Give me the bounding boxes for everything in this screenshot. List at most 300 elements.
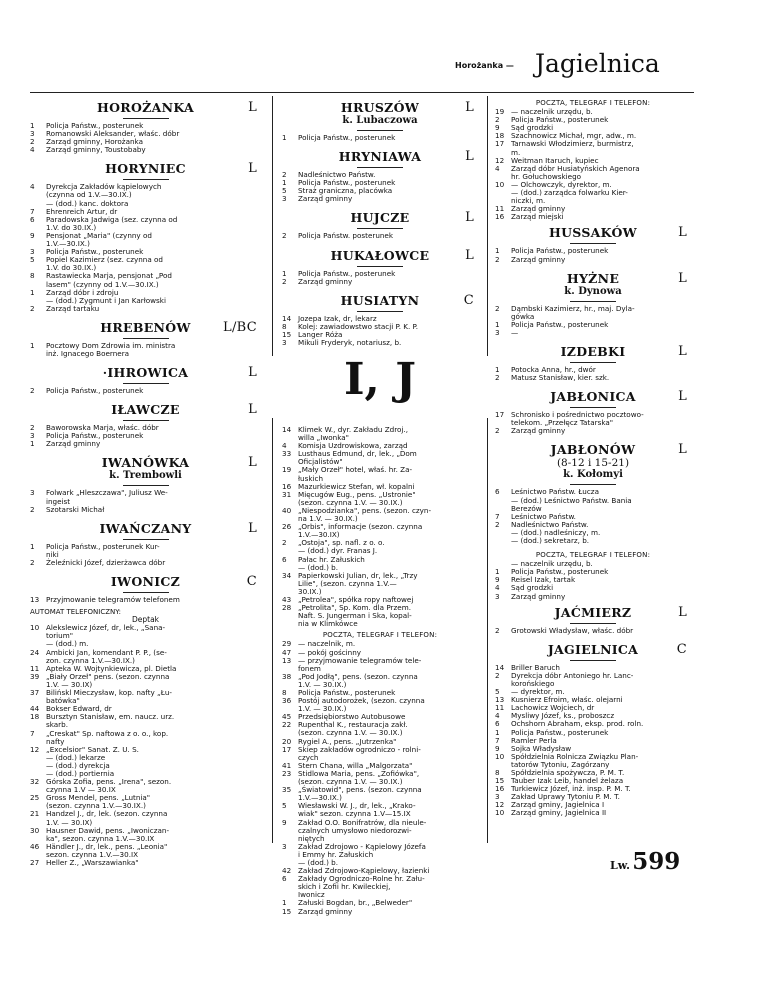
locality-heading: [495, 385, 691, 404]
locality-class: L: [248, 520, 257, 536]
phone-number: 5: [495, 687, 500, 697]
phone-number: 15: [495, 776, 505, 786]
entry-text: — (dod.) b.: [298, 857, 339, 867]
entry-text: hr. Gołuchowskiego: [511, 171, 582, 181]
phone-number: 37: [30, 688, 40, 698]
entry-text: Leśnictwo Państw.: [511, 511, 576, 521]
entry-text: Sąd grodzki: [511, 583, 554, 593]
rule: [123, 539, 169, 540]
entry-text: Tarnawski Włodzimierz, burmistrz,: [511, 139, 634, 149]
entry-text: Ochshorn Abraham, eksp. prod. roln.: [511, 719, 644, 729]
entry-text: Zarząd dóbr Husiatyńskich Agenora: [511, 163, 640, 173]
locality-section: [495, 385, 691, 435]
entry-text: — (dod.) Zygmunt i Jan Karłowski: [46, 295, 166, 305]
entry-text: Stidlowa Maria, pens. „Zofiówka",: [298, 768, 420, 778]
phone-number: 17: [495, 139, 505, 149]
page-footer: [610, 848, 681, 875]
phone-number: 16: [282, 481, 292, 491]
phone-number: 9: [30, 230, 35, 240]
rule: [357, 228, 403, 229]
phone-number: 5: [282, 801, 287, 811]
locality-heading: [495, 267, 691, 286]
entry-text: — (dod.) Leśnictwo Państw. Bania: [511, 495, 632, 505]
entry-text: Policja Państw., posterunek: [511, 567, 609, 577]
locality-name: JABŁONICA: [550, 389, 636, 405]
entry-text: Grotowski Władysław, właśc. dóbr: [511, 625, 634, 635]
phone-number: 1: [282, 898, 287, 908]
entry-text: Baworowska Marja, właśc. dóbr: [46, 423, 159, 433]
locality-name: HUSIATYN: [340, 292, 420, 308]
phone-number: 2: [282, 538, 287, 548]
entry-text: Policja Państw., posterunek: [298, 268, 396, 278]
entry-text: „Mały Orzeł" hotel, właś. hr. Za-: [298, 465, 413, 475]
entry-line: [282, 908, 478, 916]
entry-text: Policja Państw., posterunek: [511, 727, 609, 737]
phone-number: 9: [495, 123, 500, 133]
entry-text: Pensjonat „Maria" (czynny od: [46, 230, 152, 240]
locality-section: [495, 438, 691, 545]
phone-number: 6: [282, 554, 287, 564]
phone-number: 23: [282, 768, 292, 778]
entry-text: Policja Państw., posterunek Kur-: [46, 541, 160, 551]
phone-number: 13: [30, 595, 40, 604]
entry-line: [282, 232, 478, 240]
phone-number: 24: [30, 647, 40, 657]
phone-number: 7: [30, 206, 35, 216]
entry-text: Sąd grodzki: [511, 123, 554, 133]
locality-heading: [30, 451, 261, 470]
phone-number: 4: [495, 711, 500, 721]
entry-text: „Światowid", pens. (sezon. czynna: [298, 785, 422, 795]
entry-text: nafty: [46, 736, 65, 746]
entry-text: Rupenthal K., restauracja zakł.: [298, 720, 408, 730]
phone-number: 1: [495, 246, 500, 256]
phone-number: 12: [495, 155, 505, 165]
phone-number: 2: [495, 115, 500, 125]
phone-number: 42: [282, 866, 292, 876]
locality-heading: [30, 517, 261, 536]
locality-class: L: [465, 210, 474, 226]
phone-number: 14: [495, 662, 505, 672]
phone-number: 2: [282, 170, 287, 180]
phone-number: 2: [495, 670, 500, 680]
entry-text: 1.V.—30.IX): [298, 530, 340, 540]
entry-text: — Olchowczyk, dyrektor, m.: [511, 179, 612, 189]
phone-number: 22: [282, 720, 292, 730]
rule: [570, 243, 616, 244]
phone-number: 39: [30, 671, 40, 681]
entry-line: [30, 596, 261, 604]
phone-number: 2: [495, 426, 500, 436]
locality-name: ·IHROWICA: [102, 365, 189, 381]
entry-text: Bokser Edward, dr: [46, 704, 112, 714]
entry-line: [30, 305, 261, 313]
locality-subtitle: k. Dynowa: [564, 285, 622, 297]
entry-text: 1.V. — 30.IX): [46, 679, 93, 689]
entry-text: — (dod.) sekretarz, b.: [511, 536, 590, 545]
column-divider-left-top: [272, 96, 273, 356]
entry-text: — (dod.) b.: [298, 562, 339, 572]
phone-number: 28: [282, 603, 292, 613]
entry-text: lasem" (czynny od 1.V.—30.IX.): [46, 279, 159, 289]
locality-heading: [495, 638, 691, 657]
locality-class: C: [463, 292, 474, 308]
phone-number: 2: [495, 625, 500, 635]
locality-heading: [30, 361, 261, 380]
entry-text: gówka: [511, 311, 535, 321]
phone-number: 1: [30, 439, 35, 449]
locality-section: [30, 451, 261, 513]
running-head-title: Jagielnica: [535, 49, 660, 78]
locality-class: L: [678, 343, 687, 359]
entry-text: — naczelnik urzędu, b.: [511, 559, 593, 569]
entry-text: „Orbis", informacje (sezon. czynna: [298, 522, 423, 532]
entry-text: niki: [46, 549, 59, 559]
locality-heading: [282, 206, 478, 225]
entry-text: Wiesławski W. J., dr, lek., „Krako-: [298, 801, 416, 811]
entry-text: korońskiego: [511, 678, 555, 688]
phone-number: 16: [495, 784, 505, 794]
phone-number: 18: [30, 712, 40, 722]
entry-text: — (dod.) nadleśniczy, m.: [511, 527, 601, 537]
entry-text: „Niespodzianka", pens. (sezon. czyn-: [298, 505, 432, 515]
entry-text: Zarząd gminny: [46, 439, 101, 449]
entry-text: Dyrekcja Zakładów kąpielowych: [46, 182, 162, 192]
footer-prefix: Lw.: [610, 859, 630, 872]
locality-class: L: [248, 161, 257, 177]
running-head-small: Horożanka —: [455, 61, 514, 70]
entry-text: Mazurkiewicz Stefan, wł. kopalni: [298, 481, 415, 491]
locality-class: L: [248, 365, 257, 381]
locality-class: L/BC: [223, 319, 257, 335]
phone-number: 1: [495, 567, 500, 577]
entry-text: willa „Iwonka": [298, 433, 349, 443]
locality-name: HUJCZE: [350, 210, 410, 226]
entry-text: Ehrenreich Artur, dr: [46, 206, 118, 216]
locality-name: HREBENÓW: [100, 319, 191, 335]
entry-text: sezon. czynna 1.V.—30.IX: [46, 849, 139, 859]
locality-section: [30, 517, 261, 567]
entry-text: niętych: [298, 833, 325, 843]
phone-number: 7: [495, 511, 500, 521]
entry-text: (czynna od 1.V.—30.IX.): [46, 190, 132, 200]
locality-name: HUSSAKÓW: [548, 225, 638, 241]
entry-text: 1.V. — 30.IX.): [298, 704, 347, 714]
entry-text: Jozepa Izak, dr, lekarz: [298, 313, 377, 323]
phone-number: 6: [282, 874, 287, 884]
entry-text: niczki, m.: [511, 196, 546, 206]
rule: [570, 301, 616, 302]
entry-text: Kolej: zawiadowstwo stacji P. K. P.: [298, 321, 419, 331]
phone-number: 46: [30, 841, 40, 851]
phone-number: 1: [282, 178, 287, 188]
phone-number: 3: [282, 194, 287, 204]
locality-section: [30, 398, 261, 448]
post-office-heading: POCZTA, TELEGRAF I TELEFON:: [322, 631, 438, 640]
entry-text: — przyjmowanie telegramów tele-: [298, 655, 422, 665]
phone-number: 3: [30, 488, 35, 498]
phone-number: 8: [282, 688, 287, 697]
entry-line: [495, 809, 691, 817]
phone-number: 3: [30, 431, 35, 441]
rule: [123, 383, 169, 384]
entry-line: [495, 374, 691, 382]
phone-number: 35: [282, 785, 292, 795]
phone-number: 10: [495, 751, 505, 761]
phone-number: 45: [282, 712, 292, 722]
locality-name: HYŻNE: [566, 270, 620, 286]
phone-number: 31: [282, 489, 292, 499]
rule: [357, 266, 403, 267]
entry-text: tatorów Tytoniu, Zagórzany: [511, 759, 610, 769]
phone-number: 13: [282, 655, 292, 665]
phone-number: 3: [495, 591, 500, 601]
entry-line: [30, 387, 261, 395]
entry-text: Postój autodorożek, (sezon. czynna: [298, 696, 425, 706]
entry-text: —: [511, 327, 519, 337]
phone-number: 47: [282, 647, 292, 657]
phone-number: 5: [282, 186, 287, 196]
locality-section: [30, 316, 261, 358]
entry-text: — (dod.) m.: [46, 639, 89, 649]
locality-name: HORYNIEC: [105, 161, 186, 177]
entry-text: — naczelnik, m.: [298, 639, 356, 649]
entry-text: Pocztowy Dom Zdrowia im. ministra: [46, 340, 176, 350]
rule: [123, 179, 169, 180]
entry-text: Zarząd gminny: [511, 591, 566, 601]
locality-heading: [282, 145, 478, 164]
entry-text: Policja Państw., posterunek: [298, 133, 396, 142]
phone-number: 4: [30, 182, 35, 192]
locality-name: IWONICZ: [110, 574, 181, 589]
entry-line: [30, 350, 261, 358]
entry-text: i Emmy hr. Załuskich: [298, 849, 374, 859]
entry-text: Potocka Anna, hr., dwór: [511, 364, 596, 374]
entry-text: Romanowski Aleksander, właśc. dóbr: [46, 129, 180, 139]
phone-number: 10: [495, 808, 505, 818]
entry-text: Langer Róża: [298, 329, 343, 339]
phone-number: 36: [282, 696, 292, 706]
entry-text: Rygiel A., pens. „Jutrzenka": [298, 736, 397, 746]
locality-class: L: [678, 442, 687, 458]
entry-text: Weitman Itaruch, kupiec: [511, 155, 599, 165]
locality-name: HUKAŁOWCE: [330, 247, 430, 263]
column-left: [30, 96, 261, 867]
phone-number: 14: [282, 425, 292, 434]
entry-text: — (dod.) kanc. doktora: [46, 198, 129, 208]
entry-text: Turkiewicz Józef, inż. insp. P. M. T.: [511, 784, 631, 794]
rule: [357, 167, 403, 168]
entry-text: Alekslewicz Józef, dr, lek., „Sana-: [46, 623, 166, 633]
entry-text: czych: [298, 752, 319, 762]
entry-text: Załuski Bogdan, br., „Belweder": [298, 898, 413, 908]
locality-class: L: [465, 247, 474, 263]
entry-text: 1.V. do 30.IX.): [46, 222, 97, 232]
locality-heading: [30, 316, 261, 335]
section-letter: I, J: [343, 354, 417, 405]
entry-text: — (dod.) lekarze: [46, 752, 106, 762]
locality-name: JAĆMIERZ: [554, 604, 632, 620]
entry-text: „Pod Jodłą", pens. (sezon. czynna: [298, 671, 418, 681]
entry-line: [282, 195, 478, 203]
locality-section: [495, 340, 691, 382]
entry-line: [30, 559, 261, 567]
locality-name: HOROŻANKA: [97, 100, 194, 115]
entry-text: 1.V. — 30.IX): [46, 817, 93, 827]
locality-class: L: [248, 100, 257, 115]
phone-number: 6: [495, 487, 500, 497]
entry-text: Handzel J., dr, lek. (sezon. czynna: [46, 809, 168, 819]
locality-section: [495, 267, 691, 337]
entry-text: Skiep zakładów ogrodniczo - rolni-: [298, 744, 421, 754]
entry-text: Rastawiecka Marja, pensjonat „Pod: [46, 271, 172, 281]
entry-text: m.: [511, 147, 521, 157]
column-divider-right-top: [487, 96, 488, 356]
rule: [570, 660, 616, 661]
entry-text: Reisel Izak, tartak: [511, 575, 576, 585]
phone-number: 5: [30, 255, 35, 265]
entry-text: Zarząd gminny: [298, 276, 353, 286]
entry-text: nia w Klimkówce: [298, 619, 358, 629]
entry-text: Zakład Zdrojowo-Kąpielowy, łazienki: [298, 866, 430, 876]
entry-text: Zarząd miejski: [511, 212, 564, 222]
entry-text: Policja Państw., posterunek: [511, 319, 609, 329]
entry-text: „Ostoja", sp. nafl. z o. o.: [298, 538, 385, 548]
phone-number: 6: [495, 719, 500, 729]
entry-text: Spółdzielnia spożywcza, P. M. T.: [511, 767, 625, 777]
locality-name: JAGIELNICA: [547, 641, 639, 657]
entry-text: „Excelsior" Sanat. Z. U. S.: [46, 744, 139, 754]
entry-text: wiak" sezon. czynna 1.V—15.IX: [298, 809, 411, 819]
phone-number: 44: [30, 704, 40, 714]
entry-text: Zakład Zdrojowo - Kąpielowy Józefa: [298, 841, 426, 851]
locality-class: L: [248, 455, 257, 471]
rule: [123, 118, 169, 119]
locality-name: IWAŃCZANY: [99, 520, 192, 536]
entry-line: [495, 213, 691, 221]
entry-text: — naczelnik urzędu, b.: [511, 107, 593, 117]
locality-class: L: [678, 389, 687, 405]
entry-text: Oficjalistów": [298, 457, 343, 467]
locality-name: IZDEBKI: [560, 343, 626, 359]
phone-number: 12: [495, 800, 505, 810]
entry-text: Zarząd gminny: [511, 254, 566, 264]
entry-text: Komisja Uzdrowiskowa, zarząd: [298, 441, 408, 451]
phone-number: 4: [495, 163, 500, 173]
phone-number: 7: [495, 735, 500, 745]
entry-text: Lachowicz Wojciech, dr: [511, 703, 595, 713]
entry-line: [282, 134, 478, 142]
rule: [357, 130, 403, 131]
locality-heading: [30, 570, 261, 589]
post-office-heading: POCZTA, TELEGRAF I TELEFON:: [535, 551, 651, 560]
locality-heading: [495, 221, 691, 240]
entry-text: Gross Mendel, pens. „Lutnia": [46, 793, 151, 803]
entry-text: „Petrolea", spółka ropy naftowej: [298, 594, 414, 604]
phone-number: 34: [282, 570, 292, 580]
phone-number: 19: [495, 107, 505, 117]
entry-line: [495, 321, 691, 329]
entry-text: 30.IX.): [298, 586, 322, 596]
locality-hours: (8-12 i 15-21): [556, 457, 630, 470]
phone-number: 25: [30, 793, 40, 803]
entry-text: skich i Zofii hr. Kwileckiej,: [298, 882, 391, 892]
phone-number: 3: [495, 327, 500, 337]
phone-number: 3: [282, 841, 287, 851]
entry-text: Zarząd gminny: [298, 194, 353, 204]
locality-section: [495, 221, 691, 263]
entry-text: Heller Z., „Warszawianka": [46, 858, 139, 867]
entry-text: Folwark „Hleszczawa", Juliusz We-: [46, 488, 168, 498]
entry-text: Nadleśnictwo Państw.: [298, 170, 376, 180]
phone-number: 2: [282, 276, 287, 286]
phone-number: 6: [30, 214, 35, 224]
entry-line: [282, 278, 478, 286]
entry-text: Policja Państw., posterunek: [511, 246, 609, 256]
locality-section: [30, 361, 261, 395]
column-divider-right-bottom: [487, 418, 488, 843]
entry-text: Zarząd gminny: [511, 204, 566, 214]
rule: [570, 407, 616, 408]
phone-number: 2: [495, 254, 500, 264]
phone-number: 8: [495, 767, 500, 777]
entry-text: torium": [46, 631, 74, 641]
entry-text: Ramler Perla: [511, 735, 557, 745]
entry-text: Zarząd gminny: [298, 906, 353, 916]
entry-text: Iwonicz: [298, 890, 325, 900]
entry-text: Lilie", (sezon. czynna 1.V.—: [298, 578, 397, 588]
entry-line: [30, 506, 261, 514]
phone-number: 41: [282, 760, 292, 770]
phone-number: 2: [282, 231, 287, 241]
entry-text: Popiel Kazimierz (sez. czynna od: [46, 255, 163, 265]
automat-location: Deptak: [131, 615, 160, 625]
phone-number: 11: [30, 663, 40, 673]
phone-number: 29: [282, 639, 292, 649]
entry-text: Bilińskl Mieczysław, kop. nafty „Łu-: [46, 688, 172, 698]
locality-class: C: [246, 574, 257, 589]
entry-text: Zarząd gminny: [511, 426, 566, 436]
phone-number: 9: [495, 575, 500, 585]
entry-text: Zakład Uprawy Tytoniu P. M. T.: [511, 792, 620, 802]
entry-text: 1.V.—30.IX.): [298, 793, 342, 803]
entry-text: (sezon. czynna 1.V. — 30.IX.): [298, 728, 403, 738]
entry-text: — (dod.) dyrekcja: [46, 760, 110, 770]
phone-number: 2: [30, 386, 35, 396]
post-office-heading: POCZTA, TELEGRAF I TELEFON:: [535, 99, 651, 107]
entry-text: Mysliwy Józef, ks., proboszcz: [511, 711, 615, 721]
entry-text: Schronisko i pośrednictwo pocztowo-: [511, 410, 644, 420]
phone-number: 19: [282, 465, 292, 475]
entry-text: — dyrektor, m.: [511, 687, 565, 697]
entry-line: [30, 730, 261, 738]
locality-heading: [30, 157, 261, 176]
entry-text: Policja Państw., posterunek: [298, 688, 396, 697]
entry-text: „Creskat" Sp. naftowa z o. o., kop.: [46, 728, 169, 738]
entry-line: [30, 146, 261, 154]
entry-line: [495, 140, 691, 148]
locality-name: HRUSZÓW: [340, 100, 420, 115]
phone-number: 11: [495, 703, 505, 713]
phone-number: 1: [495, 727, 500, 737]
locality-section: [282, 244, 478, 286]
entry-text: Briller Baruch: [511, 662, 560, 672]
column-right: [495, 96, 691, 848]
entry-text: Paradowska Jadwiga (sez. czynna od: [46, 214, 178, 224]
entry-text: Straż graniczna, placówka: [298, 186, 393, 196]
entry-text: Zarząd gminy, Jagielnica II: [511, 808, 607, 818]
locality-section: [30, 96, 261, 154]
